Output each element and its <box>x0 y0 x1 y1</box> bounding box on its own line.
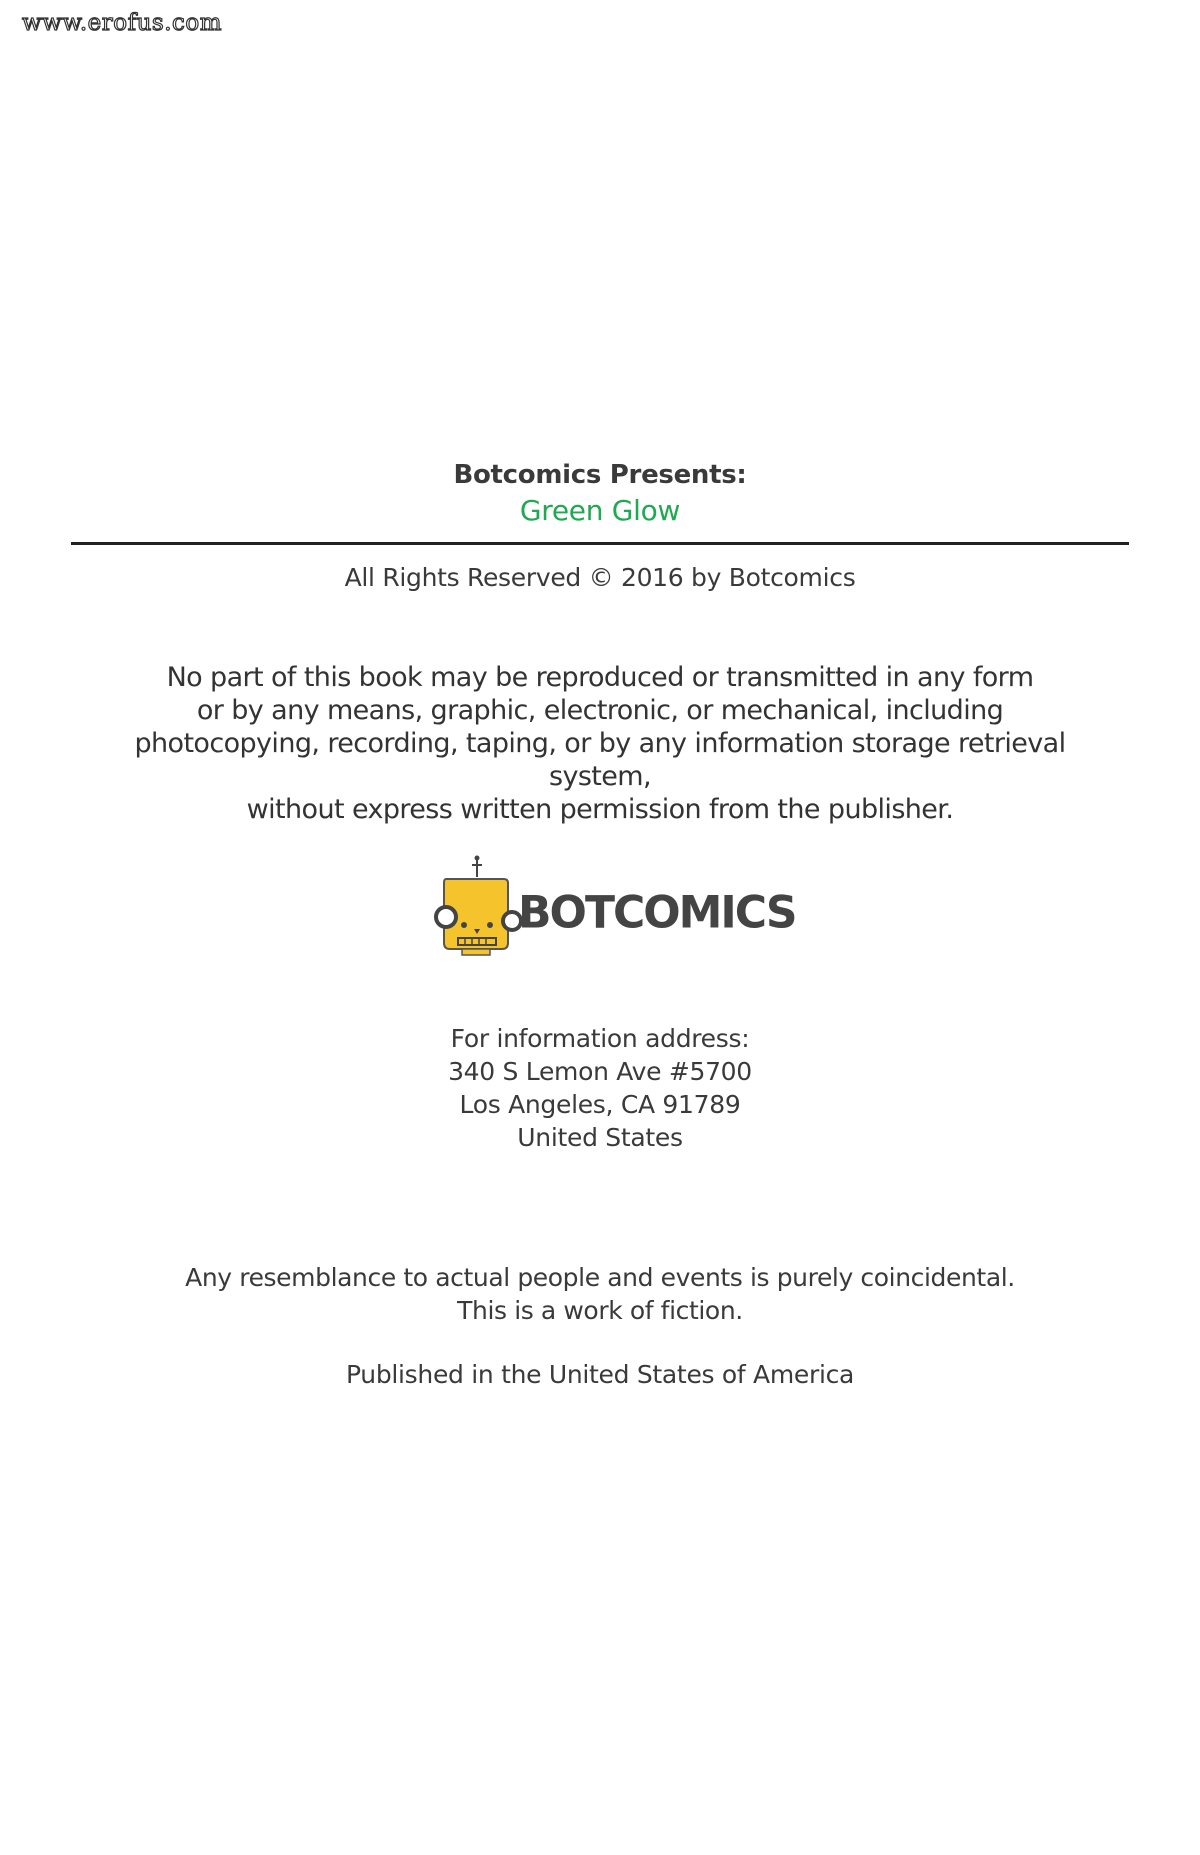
site-watermark: www.erofus.com <box>22 10 223 36</box>
book-title: Green Glow <box>519 494 681 527</box>
address-line: Los Angeles, CA 91789 <box>459 1090 741 1119</box>
notice-line: or by any means, graphic, electronic, or mechanical, including <box>196 695 1004 726</box>
logo-wordmark: BOTCOMICS <box>518 886 796 939</box>
fiction-disclaimer <box>0 1261 1200 1327</box>
address-line: 340 S Lemon Ave #5700 <box>448 1057 752 1086</box>
divider-line <box>71 542 1129 545</box>
address-line: United States <box>517 1123 683 1152</box>
copyright-line: All Rights Reserved © 2016 by Botcomics <box>344 563 856 592</box>
disclaimer-line: This is a work of fiction. <box>457 1296 743 1325</box>
notice-line: system, <box>549 761 651 792</box>
presents-heading: Botcomics Presents: <box>453 460 747 490</box>
notice-line: No part of this book may be reproduced or transmitted in any form <box>166 662 1034 693</box>
notice-line: without express written permission from the publisher. <box>246 794 954 825</box>
address-line: For information address: <box>450 1024 750 1053</box>
reproduction-notice <box>0 661 1200 826</box>
published-line: Published in the United States of America <box>345 1360 855 1389</box>
address-block <box>0 1022 1200 1154</box>
robot-head-icon <box>436 856 521 956</box>
disclaimer-line: Any resemblance to actual people and events is purely coincidental. <box>185 1263 1015 1292</box>
notice-line: photocopying, recording, taping, or by any information storage retrieval <box>134 728 1066 759</box>
